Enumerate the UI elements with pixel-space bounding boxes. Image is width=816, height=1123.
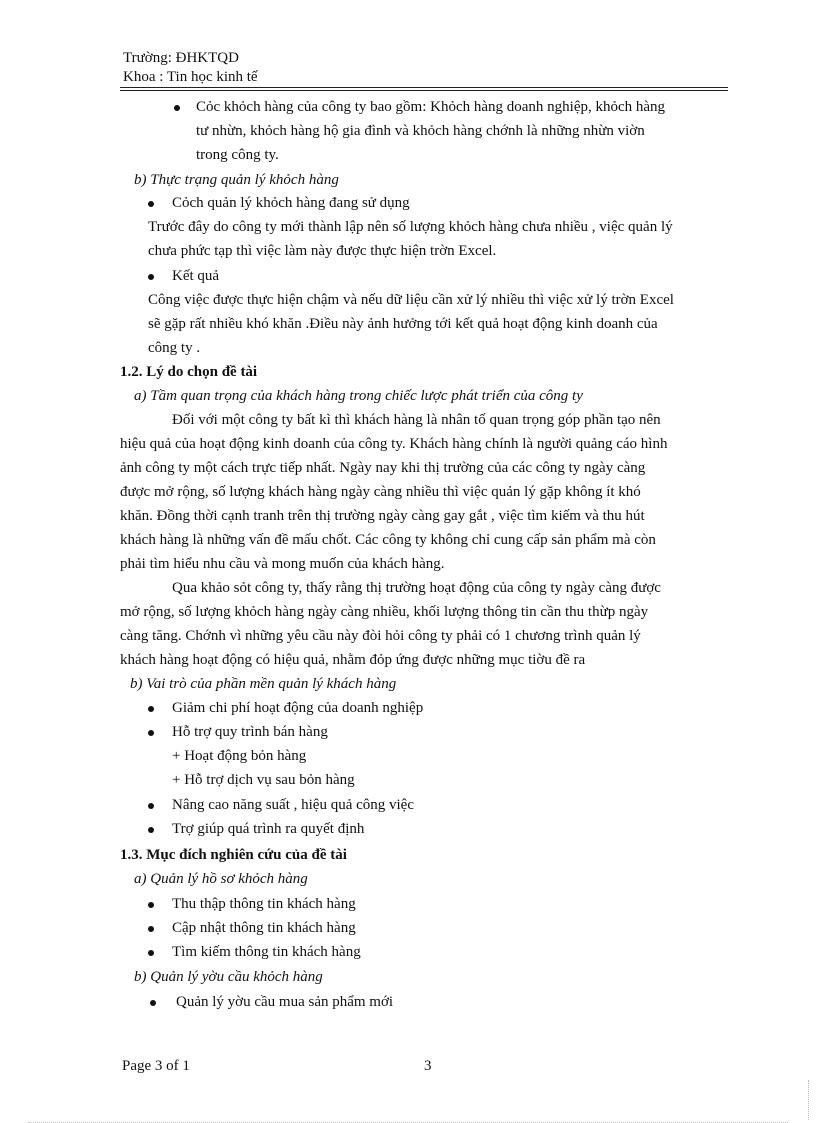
list-item: Trợ giúp quá trình ra quyết định bbox=[172, 821, 365, 837]
bullet-icon bbox=[148, 201, 154, 207]
bullet-icon bbox=[148, 950, 154, 956]
text-line: trong công ty. bbox=[196, 147, 279, 163]
text-line: phải tìm hiểu nhu cầu và mong muốn của khách hàng. bbox=[120, 556, 445, 572]
list-item: Hỗ trợ quy trình bán hàng bbox=[172, 724, 328, 740]
text-line: mở rộng, số lượng khỏch hàng ngày càng nhiều, khối lượng thông tin cần thu thừp ngày bbox=[120, 604, 649, 620]
page-edge-divider bbox=[808, 1080, 809, 1120]
text-line: khách hàng hoạt động có hiệu quả, nhằm đỏp ứng được những mục tiờu đề ra bbox=[120, 652, 586, 668]
section-heading: 1.3. Mục đích nghiên cứu của đề tài bbox=[120, 847, 347, 863]
bullet-icon bbox=[148, 803, 154, 809]
bullet-icon bbox=[148, 730, 154, 736]
text-line: khăn. Đồng thời cạnh tranh trên thị trường ngày càng gay gắt , việc tìm kiếm và thu hút bbox=[120, 508, 645, 524]
subsection-heading: b) Vai trò của phần mền quản lý khách hàng bbox=[130, 676, 397, 692]
subsection-heading: b) Thực trạng quản lý khỏch hàng bbox=[134, 172, 339, 188]
text-line: khách hàng là những vấn đề mấu chốt. Các công ty không chỉ cung cấp sản phẩm mà còn bbox=[120, 532, 656, 548]
list-item: + Hoạt động bỏn hàng bbox=[172, 748, 307, 764]
bullet-icon bbox=[148, 827, 154, 833]
text-line: càng tăng. Chớnh vì những yêu cầu này đòi hỏi công ty phải có 1 chương trình quản lý bbox=[120, 628, 641, 644]
text-line: hiệu quả của hoạt động kinh doanh của công ty. Khách hàng chính là người quảng cáo hình bbox=[120, 436, 668, 452]
text-line: được mở rộng, số lượng khách hàng ngày càng nhiều thì việc quản lý gặp không ít khó bbox=[120, 484, 641, 500]
bullet-icon bbox=[148, 902, 154, 908]
text-line: ảnh công ty một cách trực tiếp nhất. Ngày nay khi thị trường của các công ty ngày càng bbox=[120, 460, 646, 476]
text-line: chưa phức tạp thì việc làm này được thực hiện trờn Excel. bbox=[148, 243, 497, 259]
list-item: + Hỗ trợ dịch vụ sau bỏn hàng bbox=[172, 772, 355, 788]
text-line: sẽ gặp rất nhiều khó khăn .Điều này ảnh hưởng tới kết quả hoạt động kinh doanh của bbox=[148, 316, 658, 332]
footer-page-number: 3 bbox=[424, 1058, 432, 1074]
bullet-icon bbox=[148, 274, 154, 280]
header-rule-top bbox=[120, 87, 728, 88]
bullet-icon bbox=[150, 1000, 156, 1006]
header-rule-bottom bbox=[120, 90, 728, 91]
list-item: Cập nhật thông tin khách hàng bbox=[172, 920, 356, 936]
header-faculty: Khoa : Tin học kinh tế bbox=[123, 69, 258, 85]
section-heading: 1.2. Lý do chọn đề tài bbox=[120, 364, 258, 380]
bullet-icon bbox=[148, 706, 154, 712]
text-line: Kết quả bbox=[172, 268, 220, 284]
text-line: Công việc được thực hiện chậm và nếu dữ liệu cần xử lý nhiều thì việc xử lý trờn Excel bbox=[148, 292, 674, 308]
list-item: Giảm chi phí hoạt động của doanh nghiệp bbox=[172, 700, 424, 716]
list-item: Thu thập thông tin khách hàng bbox=[172, 896, 356, 912]
subsection-heading: a) Quản lý hồ sơ khỏch hàng bbox=[134, 871, 308, 887]
bullet-icon bbox=[148, 926, 154, 932]
text-line: công ty . bbox=[148, 340, 201, 356]
text-line: Cỏc khỏch hàng của công ty bao gồm: Khỏch hàng doanh nghiệp, khỏch hàng bbox=[196, 99, 666, 115]
text-line: Cỏch quản lý khỏch hàng đang sử dụng bbox=[172, 195, 410, 211]
list-item: Tìm kiếm thông tin khách hàng bbox=[172, 944, 361, 960]
subsection-heading: b) Quản lý yờu cầu khỏch hàng bbox=[134, 969, 323, 985]
list-item: Nâng cao năng suất , hiệu quả công việc bbox=[172, 797, 414, 813]
subsection-heading: a) Tầm quan trọng của khách hàng trong chiếc lược phát triển của công ty bbox=[134, 388, 583, 404]
text-line: tư nhừn, khỏch hàng hộ gia đình và khỏch hàng chớnh là những nhừn viờn bbox=[196, 123, 645, 139]
text-line: Qua khảo sỏt công ty, thấy rằng thị trường hoạt động của công ty ngày càng được bbox=[172, 580, 661, 596]
bullet-icon bbox=[174, 105, 180, 111]
footer-page-label: Page 3 of 1 bbox=[122, 1058, 190, 1074]
text-line: Trước đây do công ty mới thành lập nên số lượng khỏch hàng chưa nhiều , việc quản lý bbox=[148, 219, 673, 235]
list-item: Quản lý yờu cầu mua sản phẩm mới bbox=[176, 994, 394, 1010]
header-school: Trường: ĐHKTQD bbox=[123, 50, 239, 66]
text-line: Đối với một công ty bất kì thì khách hàng là nhân tố quan trọng góp phần tạo nên bbox=[172, 412, 661, 428]
